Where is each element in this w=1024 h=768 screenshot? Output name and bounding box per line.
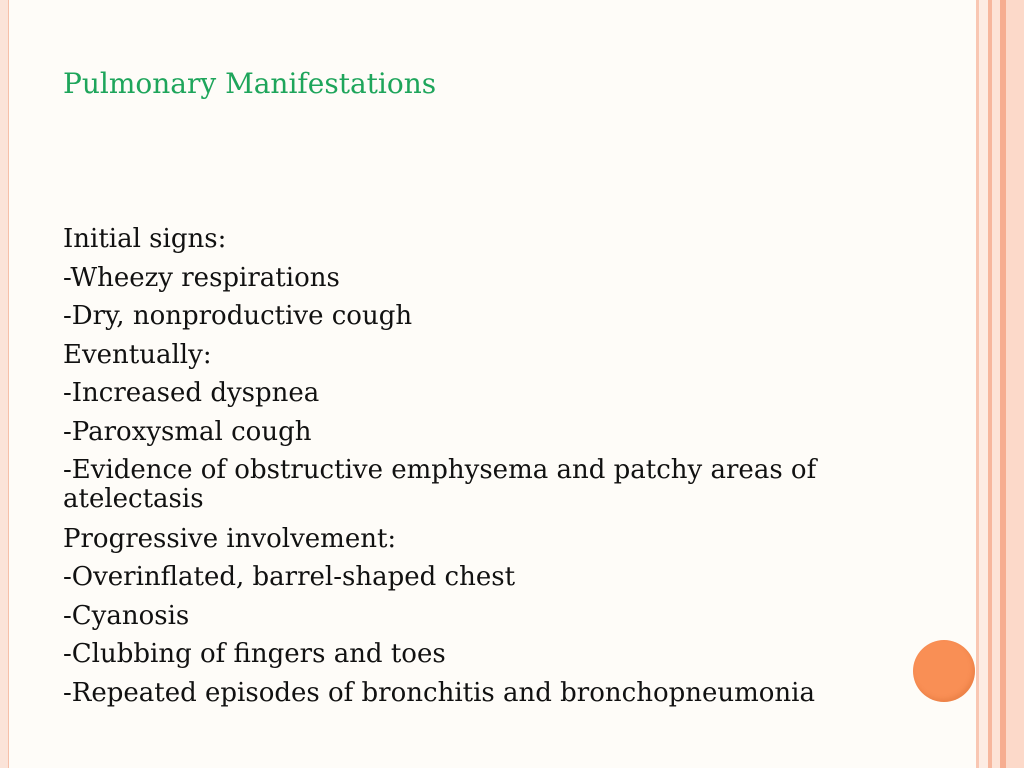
section-heading: Progressive involvement: [63,523,397,554]
slide-body [63,220,893,713]
list-item: -Dry, nonproductive cough [63,301,413,332]
right-border-stripe [992,0,1000,768]
list-item: -Paroxysmal cough [63,416,312,447]
left-border-stripe [0,0,9,768]
list-item: -Cyanosis [63,600,190,631]
right-border-stripe [979,0,988,768]
list-item: -Increased dyspnea [63,378,320,409]
decorative-circle [913,640,975,702]
section-heading: Initial signs: [63,224,227,254]
list-item: -Evidence of obstructive emphysema and patchy areas of atelectasis [63,454,817,514]
right-border-stripe [1006,0,1024,768]
list-item: -Overinflated, barrel-shaped chest [63,562,516,593]
slide-title: Pulmonary Manifestations [63,67,437,100]
section-heading: Eventually: [63,339,212,370]
list-item: -Repeated episodes of bronchitis and bronchopneumonia [63,677,815,708]
list-item: -Wheezy respirations [63,262,340,293]
list-item: -Clubbing of fingers and toes [63,639,446,670]
